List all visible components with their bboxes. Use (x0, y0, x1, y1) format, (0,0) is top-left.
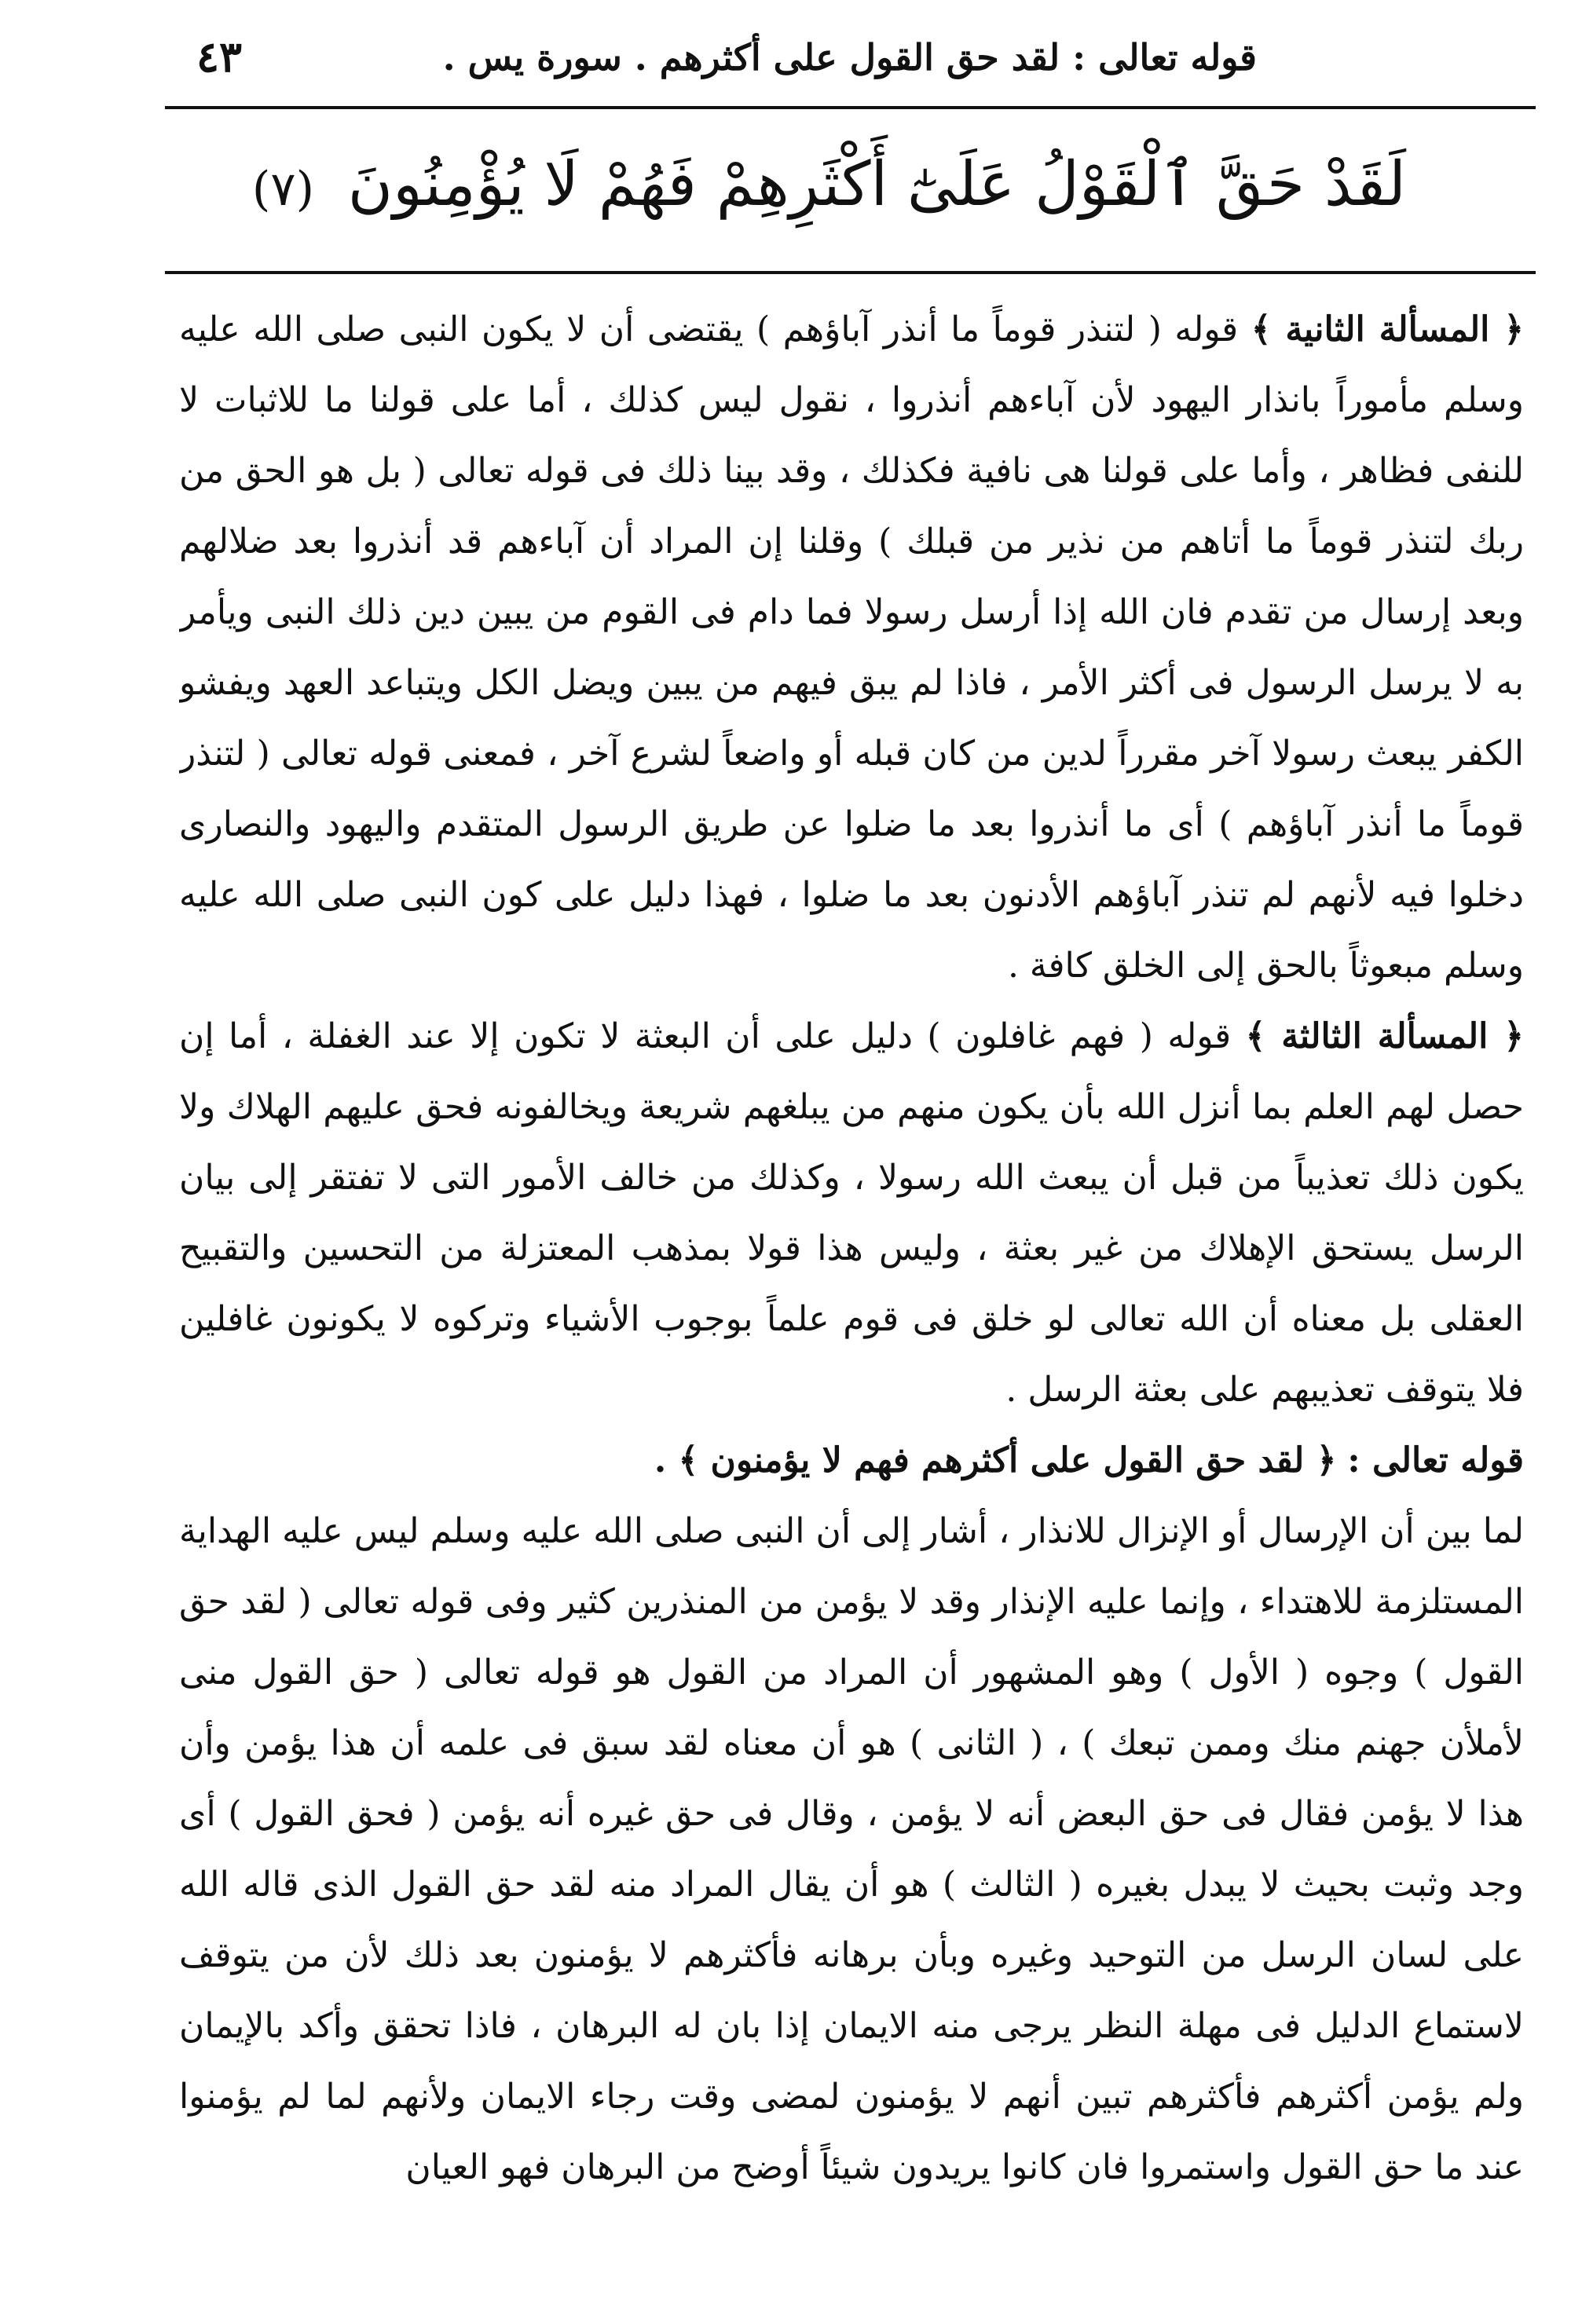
body-text (179, 295, 1524, 2305)
header-title: قوله تعالى : لقد حق القول على أكثرهم . سورة يس . (442, 36, 1257, 79)
header-rule (165, 106, 1536, 109)
paragraph-commentary (179, 1496, 1524, 2203)
paragraph-masala-3 (179, 1001, 1524, 1426)
paragraph-text: ﴿ لقد حق القول على أكثرهم فهم لا يؤمنون ﴾ . (654, 1440, 1337, 1480)
running-header (165, 31, 1437, 102)
paragraph-text: لما بين أن الإرسال أو الإنزال للانذار ، أشار إلى أن النبى صلى الله عليه وسلم ليس عليه الهداية المستلزمة للاهتداء ، وإنما عليه الإنذار وقد لا يؤمن من المنذرين كثير وفى قوله تعالى ( لقد حق القول ) وجوه ( الأول ) وهو المشهور أن المراد من القول هو قوله تعالى ( حق القول منى لأملأن جهنم منك وممن تبعك ) ، ( الثانى ) هو أن معناه لقد سبق فى علمه أن هذا يؤمن وأن هذا لا يؤمن فقال فى حق البعض أنه لا يؤمن ، وقال فى حق غيره أنه يؤمن ( فحق القول ) أى وجد وثبت بحيث لا يبدل بغيره ( الثالث ) هو أن يقال المراد منه لقد حق القول الذى قاله الله على لسان الرسل من التوحيد وغيره وبأن برهانه فأكثرهم لا يؤمنون بعد ذلك لأن من يتوقف لاستماع الدليل فى مهلة النظر يرجى منه الايمان إذا بان له البرهان ، فاذا تحقق وأكد بالإيمان ولم يؤمن أكثرهم فأكثرهم تبين أنهم لا يؤمنون لمضى وقت رجاء الايمان ولأنهم لما لم يؤمنوا عند ما حق القول واستمروا فان كانوا يريدون شيئاً أوضح من البرهان فهو العيان (179, 1511, 1524, 2187)
paragraph-heading: ﴿ المسألة الثانية ﴾ (1251, 309, 1524, 350)
page-number: ٤٣ (196, 31, 243, 82)
paragraph-masala-2 (179, 295, 1524, 1001)
paragraph-heading: قوله تعالى : (1347, 1440, 1524, 1480)
paragraph-heading: ﴿ المسألة الثالثة ﴾ (1245, 1016, 1524, 1056)
verse-rule (165, 271, 1536, 274)
verse-banner (251, 134, 1406, 243)
paragraph-verse-heading (179, 1426, 1524, 1496)
ayah-number-mark: (٧) (251, 161, 314, 217)
paragraph-text: قوله ( فهم غافلون ) دليل على أن البعثة لا تكون إلا عند الغفلة ، أما إن حصل لهم العلم بما أنزل الله بأن يكون منهم من يبلغهم شريعة ويخالفونه فحق عليهم الهلاك ولا يكون ذلك تعذيباً من قبل أن يبعث الله رسولا ، وكذلك من خالف الأمور التى لا تفتقر إلى بيان الرسل يستحق الإهلاك من غير بعثة ، وليس هذا قولا بمذهب المعتزلة من التحسين والتقبيح العقلى بل معناه أن الله تعالى لو خلق فى قوم علماً بوجوب الأشياء وتركوه لا يكونون غافلين فلا يتوقف تعذيبهم على بعثة الرسل . (179, 1016, 1524, 1410)
paragraph-text: قوله ( لتنذر قوماً ما أنذر آباؤهم ) يقتضى أن لا يكون النبى صلى الله عليه وسلم مأموراً بانذار اليهود لأن آباءهم أنذروا ، نقول ليس كذلك ، أما على قولنا ما للاثبات لا للنفى فظاهر ، وأما على قولنا هى نافية فكذلك ، وقد بينا ذلك فى قوله تعالى ( بل هو الحق من ربك لتنذر قوماً ما أتاهم من نذير من قبلك ) وقلنا إن المراد أن آباءهم قد أنذروا بعد ضلالهم وبعد إرسال من تقدم فان الله إذا أرسل رسولا فما دام فى القوم من يبين دين ذلك النبى ويأمر به لا يرسل الرسول فى أكثر الأمر ، فاذا لم يبق فيهم من يبين ويضل الكل ويتباعد العهد ويفشو الكفر يبعث رسولا آخر مقرراً لدين من كان قبله أو واضعاً لشرع آخر ، فمعنى قوله تعالى ( لتنذر قوماً ما أنذر آباؤهم ) أى ما أنذروا بعد ما ضلوا عن طريق الرسول المتقدم واليهود والنصارى دخلوا فيه لأنهم لم تنذر آباؤهم الأدنون بعد ما ضلوا ، فهذا دليل على كون النبى صلى الله عليه وسلم مبعوثاً بالحق إلى الخلق كافة . (179, 309, 1524, 986)
verse-text: لَقَدْ حَقَّ ٱلْقَوْلُ عَلَىٰٓ أَكْثَرِهِمْ فَهُمْ لَا يُؤْمِنُونَ (347, 149, 1406, 220)
